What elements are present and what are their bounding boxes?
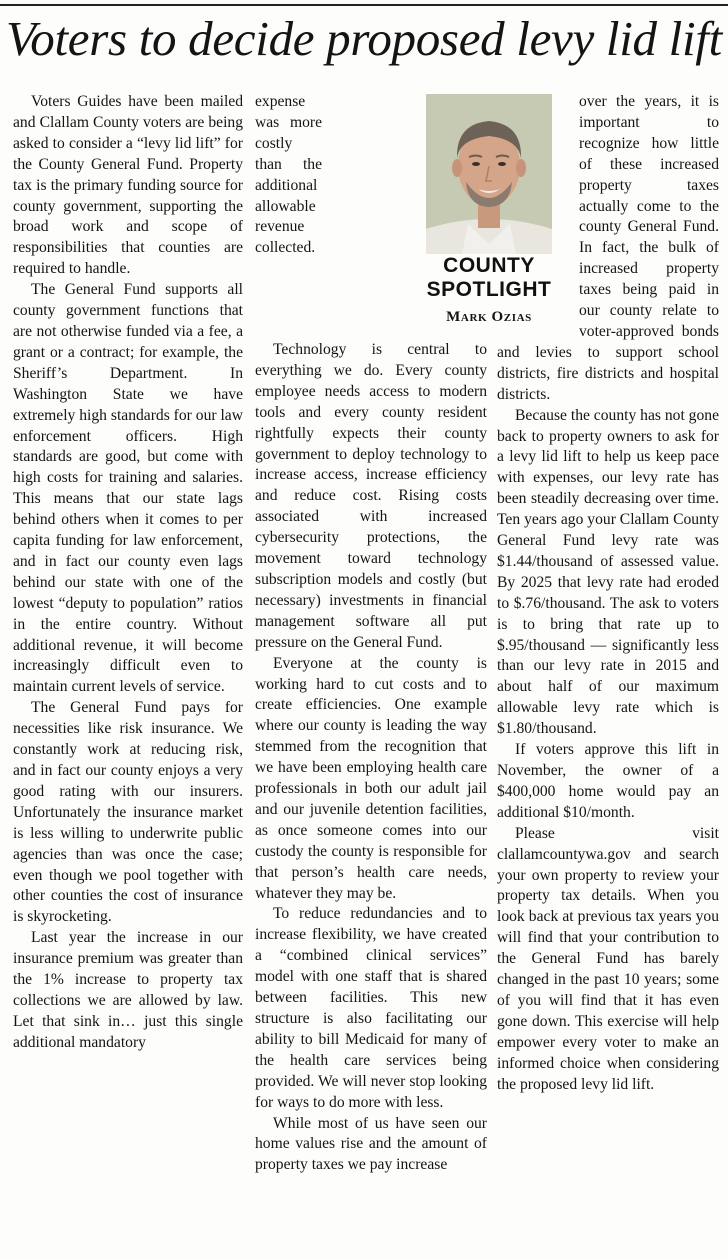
sidebar-title-line-1: COUNTY	[443, 254, 535, 277]
headline: Voters to decide proposed levy lid lift	[6, 11, 722, 66]
paragraph: Everyone at the county is working hard to cut costs and to create efficiencies. One example where our county is leading the way stemmed from the recognition that we have been employing health care professionals in both our adult jail and our juvenile detention facilities, as once someone comes into our custody the county is responsible for that person’s health care needs, whatever they may be.	[255, 654, 487, 902]
paragraph: The General Fund pays for necessities like risk insurance. We constantly work at reducing risk, and in fact our county enjoys a very good rating with our insurers. Unfortunately the insurance market is less willing to underwrite public agencies than was once the case; even though we pool together with other counties the cost of insurance is skyrocketing.	[13, 699, 243, 926]
paragraph: While most of us have seen our home values rise and the amount of property taxes we pay increase	[255, 1114, 487, 1174]
paragraph: over the years, it is important to recognize how little of these increased property taxes actually come to the county General Fund. In fact, the bulk of increased property taxes being paid in our county relate to voter-approved bonds and levies to support school districts, fire districts and hospital districts.	[497, 93, 719, 403]
sidebar-title-line-2: SPOTLIGHT	[426, 278, 552, 301]
paragraph: To reduce redundancies and to increase flexibility, we have created a “combined clinical services” model with one staff that is shared between facilities. This new structure is also facilitating our ability to bill Medicaid for many of the health care services being provided. We will never stop looking for ways to do more with less.	[255, 905, 487, 1111]
paragraph: Last year the increase in our insurance premium was greater than the 1% increase to property tax collections we are allowed by law. Let that sink in… just this single additional mandatory	[13, 929, 243, 1051]
article-column-1	[13, 92, 243, 1252]
author-byline: Mark Ozias	[446, 309, 532, 325]
paragraph: Because the county has not gone back to property owners to ask for a levy lid lift to help us keep pace with expenses, our levy rate has been steadily decreasing over time. Ten years ago your Clallam County General Fund levy rate was $1.44/thousand of assessed value. By 2025 that levy rate had eroded to $.76/thousand. The ask to voters is to bring that rate up to $.95/thousand — significantly less than our levy rate in 2015 and about half of our maximum allowable levy rate which is $1.80/thousand.	[497, 406, 719, 738]
author-photo	[426, 94, 552, 254]
paragraph: Technology is central to everything we do. Every county employee needs access to modern tools and every county resident rightfully expects their county government to deploy technology to increase access, increase efficiency and reduce cost. Rising costs associated with increased cybersecurity protections, the movement toward technology subscription models and costly (but necessary) investments in financial management software all put pressure on the General Fund.	[255, 341, 487, 651]
county-spotlight-box	[410, 92, 568, 337]
paragraph: Voters Guides have been mailed and Clallam County voters are being asked to consider a “levy lid lift” for the County General Fund. Property tax is the primary funding source for county government, supporting the broad work and scope of responsibilities that counties are required to handle.	[13, 93, 243, 278]
top-rule	[0, 4, 728, 6]
paragraph: If voters approve this lift in November, the owner of a $400,000 home would pay an additional $10/month.	[497, 741, 719, 821]
paragraph: Please visit clallamcountywa.gov and search your own property to review your property tax details. When you look back at previous tax years you will find that your contribution to the General Fund has barely changed in the past 10 years; some of you will find that it has even gone down. This exercise will help empower every voter to make an informed choice when considering the proposed levy lid lift.	[497, 824, 719, 1093]
paragraph: expense was more costly than the additional allowable revenue collected.	[255, 93, 322, 257]
paragraph: The General Fund supports all county government functions that are not otherwise funded via a fee, a grant or a contract; for example, the Sheriff’s Department. In Washington State we have extremely high standards for our law enforcement officers. High standards are good, but come with high costs for training and salaries. This means that our state lags behind others when it comes to per capita funding for law enforcement, and in fact our county even lags behind our state with one of the lowest “deputy to population” ratios in the entire country. Without additional revenue, it will become increasingly difficult even to maintain current levels of service.	[13, 281, 243, 696]
